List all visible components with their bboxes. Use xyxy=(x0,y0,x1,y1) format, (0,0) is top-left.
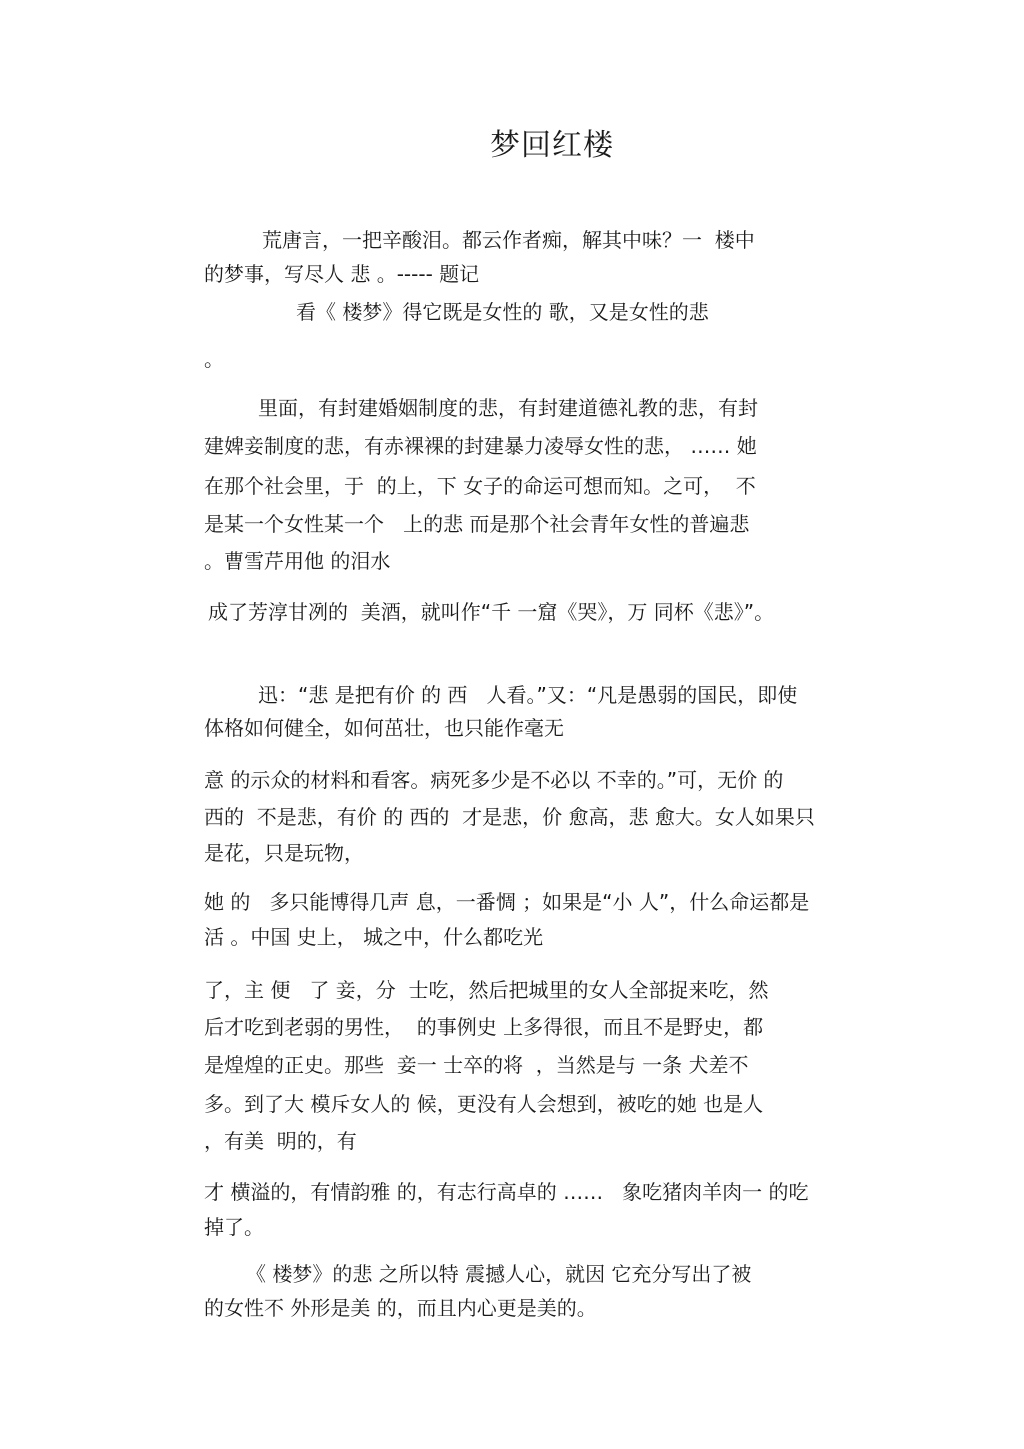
text-line: 的女性不 外形是美 的，而且内心更是美的。 xyxy=(204,1296,597,1320)
text-line: 迅：“悲 是把有价 的 西 人看。”又：“凡是愚弱的国民，即使 xyxy=(258,683,798,707)
text-line: 看《 楼梦》得它既是女性的 歌，又是女性的悲 xyxy=(296,300,709,324)
text-line: 在那个社会里，于 的上，下 女子的命运可想而知。之可， 不 xyxy=(204,474,756,498)
text-line: 掉了。 xyxy=(204,1215,264,1239)
text-line: 是某一个女性某一个 上的悲 而是那个社会青年女性的普遍悲 xyxy=(204,512,750,536)
text-line: 《 楼梦》的悲 之所以特 震撼人心，就因 它充分写出了被 xyxy=(246,1262,752,1286)
text-line: ，有美 明的，有 xyxy=(204,1129,357,1153)
text-line: 才 横溢的，有情韵雅 的，有志行高卓的 …… 象吃猪肉羊肉一 的吃 xyxy=(204,1180,809,1204)
text-line: 。曹雪芹用他 的泪水 xyxy=(204,549,391,573)
text-line: 是煌煌的正史。那些 妾一 士卒的将 ，当然是与 一条 犬差不 xyxy=(204,1053,749,1077)
text-line: 里面，有封建婚姻制度的悲，有封建道德礼教的悲，有封 xyxy=(258,396,758,420)
text-line: 后才吃到老弱的男性， 的事例史 上多得很，而且不是野史，都 xyxy=(204,1015,764,1039)
text-line: 建婢妾制度的悲，有赤裸裸的封建暴力凌辱女性的悲， …… 她 xyxy=(204,434,757,458)
text-line: 多。到了大 模斥女人的 候，更没有人会想到，被吃的她 也是人 xyxy=(204,1092,764,1116)
text-line: 体格如何健全，如何茁壮，也只能作毫无 xyxy=(204,716,564,740)
text-line: 活 。中国 史上， 城之中，什么都吃光 xyxy=(204,925,544,949)
text-line: 了，主 便 了 妾，分 士吃，然后把城里的女人全部捉来吃，然 xyxy=(204,978,769,1002)
text-line: 。 xyxy=(204,347,224,371)
text-line: 的梦事，写尽人 悲 。----- 题记 xyxy=(204,262,480,286)
text-line: 她 的 多只能博得几声 息，一番惆 ；如果是“小 人”，什么命运都是 xyxy=(204,890,810,914)
text-line: 西的 不是悲，有价 的 西的 才是悲，价 愈高，悲 愈大。女人如果只 xyxy=(204,805,815,829)
text-line: 是花，只是玩物， xyxy=(204,841,364,865)
text-line: 意 的示众的材料和看客。病死多少是不必以 不幸的。”可，无价 的 xyxy=(204,768,784,792)
document-title: 梦回红楼 xyxy=(490,128,614,163)
text-line: 荒唐言，一把辛酸泪。都云作者痴，解其中味？一 楼中 xyxy=(262,228,755,252)
text-line: 成了芳淳甘冽的 美酒，就叫作“千 一窟《哭》，万 同杯《悲》”。 xyxy=(208,600,775,624)
